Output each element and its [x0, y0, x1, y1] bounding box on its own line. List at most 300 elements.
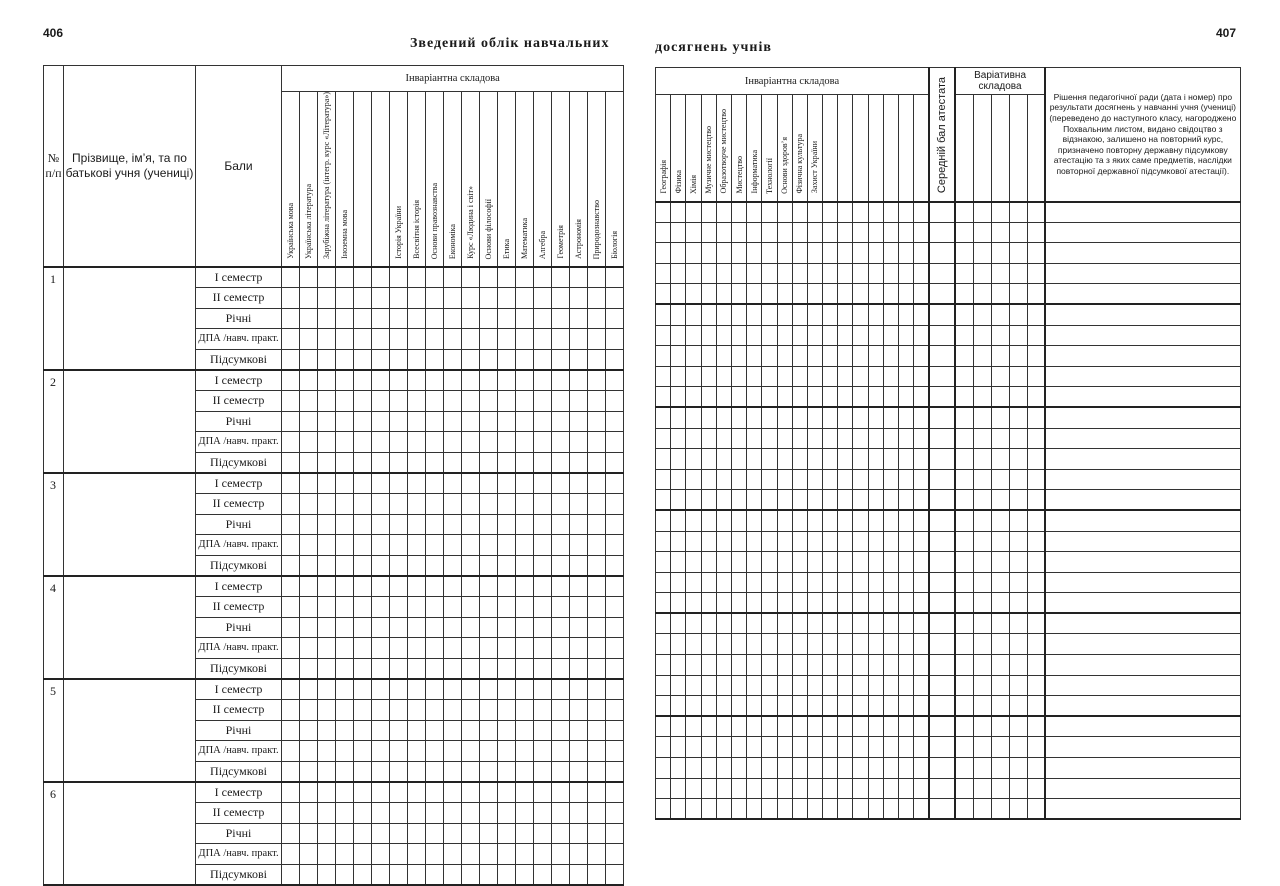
grade-cell[interactable]	[792, 593, 807, 614]
grade-cell[interactable]	[588, 844, 606, 865]
variative-grade-cell[interactable]	[973, 407, 991, 428]
grade-cell[interactable]	[792, 325, 807, 346]
grade-cell[interactable]	[588, 370, 606, 391]
grade-cell[interactable]	[853, 778, 868, 799]
grade-cell[interactable]	[408, 473, 426, 494]
grade-cell[interactable]	[282, 349, 300, 370]
grade-cell[interactable]	[807, 366, 822, 387]
grade-cell[interactable]	[762, 552, 777, 573]
grade-cell[interactable]	[838, 552, 853, 573]
decision-cell[interactable]	[1045, 304, 1240, 325]
grade-cell[interactable]	[883, 387, 898, 408]
grade-cell[interactable]	[899, 202, 914, 223]
grade-cell[interactable]	[762, 716, 777, 737]
grade-cell[interactable]	[300, 411, 318, 432]
grade-cell[interactable]	[282, 597, 300, 618]
grade-cell[interactable]	[716, 449, 731, 470]
grade-cell[interactable]	[671, 799, 686, 820]
grade-cell[interactable]	[552, 782, 570, 803]
grade-cell[interactable]	[498, 494, 516, 515]
grade-cell[interactable]	[777, 428, 792, 449]
grade-cell[interactable]	[426, 720, 444, 741]
grade-cell[interactable]	[282, 370, 300, 391]
grade-cell[interactable]	[300, 535, 318, 556]
grade-cell[interactable]	[868, 552, 883, 573]
grade-cell[interactable]	[762, 449, 777, 470]
grade-cell[interactable]	[853, 304, 868, 325]
grade-cell[interactable]	[807, 675, 822, 696]
grade-cell[interactable]	[914, 490, 929, 511]
grade-cell[interactable]	[731, 696, 746, 717]
student-name-cell[interactable]	[64, 679, 196, 782]
variative-grade-cell[interactable]	[991, 263, 1009, 284]
grade-cell[interactable]	[656, 613, 671, 634]
grade-cell[interactable]	[838, 716, 853, 737]
grade-cell[interactable]	[516, 802, 534, 823]
grade-cell[interactable]	[336, 761, 354, 782]
variative-grade-cell[interactable]	[991, 510, 1009, 531]
grade-cell[interactable]	[656, 799, 671, 820]
grade-cell[interactable]	[777, 613, 792, 634]
grade-cell[interactable]	[671, 552, 686, 573]
grade-cell[interactable]	[914, 387, 929, 408]
grade-cell[interactable]	[426, 452, 444, 473]
grade-cell[interactable]	[390, 329, 408, 350]
variative-grade-cell[interactable]	[955, 737, 973, 758]
grade-cell[interactable]	[570, 267, 588, 288]
variative-grade-cell[interactable]	[1027, 716, 1045, 737]
grade-cell[interactable]	[823, 696, 838, 717]
variative-grade-cell[interactable]	[955, 469, 973, 490]
decision-cell[interactable]	[1045, 469, 1240, 490]
grade-cell[interactable]	[823, 655, 838, 676]
variative-grade-cell[interactable]	[955, 531, 973, 552]
grade-cell[interactable]	[716, 243, 731, 264]
grade-cell[interactable]	[807, 655, 822, 676]
grade-cell[interactable]	[372, 535, 390, 556]
grade-cell[interactable]	[444, 452, 462, 473]
grade-cell[interactable]	[426, 411, 444, 432]
grade-cell[interactable]	[883, 696, 898, 717]
variative-grade-cell[interactable]	[973, 263, 991, 284]
grade-cell[interactable]	[807, 758, 822, 779]
grade-cell[interactable]	[868, 325, 883, 346]
grade-cell[interactable]	[868, 366, 883, 387]
grade-cell[interactable]	[354, 720, 372, 741]
grade-cell[interactable]	[853, 346, 868, 367]
grade-cell[interactable]	[534, 679, 552, 700]
grade-cell[interactable]	[588, 452, 606, 473]
grade-cell[interactable]	[408, 452, 426, 473]
grade-cell[interactable]	[588, 823, 606, 844]
variative-grade-cell[interactable]	[973, 490, 991, 511]
variative-grade-cell[interactable]	[973, 696, 991, 717]
variative-grade-cell[interactable]	[973, 758, 991, 779]
grade-cell[interactable]	[838, 572, 853, 593]
grade-cell[interactable]	[480, 741, 498, 762]
grade-cell[interactable]	[762, 346, 777, 367]
grade-cell[interactable]	[747, 758, 762, 779]
variative-grade-cell[interactable]	[991, 572, 1009, 593]
grade-cell[interactable]	[762, 222, 777, 243]
grade-cell[interactable]	[408, 679, 426, 700]
grade-cell[interactable]	[390, 535, 408, 556]
grade-cell[interactable]	[899, 778, 914, 799]
grade-cell[interactable]	[426, 349, 444, 370]
grade-cell[interactable]	[838, 799, 853, 820]
grade-cell[interactable]	[588, 411, 606, 432]
grade-cell[interactable]	[792, 799, 807, 820]
variative-grade-cell[interactable]	[1027, 366, 1045, 387]
grade-cell[interactable]	[570, 679, 588, 700]
grade-cell[interactable]	[426, 658, 444, 679]
grade-cell[interactable]	[686, 202, 701, 223]
grade-cell[interactable]	[390, 555, 408, 576]
grade-cell[interactable]	[762, 531, 777, 552]
grade-cell[interactable]	[516, 761, 534, 782]
grade-cell[interactable]	[426, 576, 444, 597]
variative-grade-cell[interactable]	[1009, 202, 1027, 223]
grade-cell[interactable]	[792, 263, 807, 284]
grade-cell[interactable]	[853, 675, 868, 696]
grade-cell[interactable]	[372, 494, 390, 515]
grade-cell[interactable]	[823, 222, 838, 243]
grade-cell[interactable]	[588, 864, 606, 885]
grade-cell[interactable]	[282, 864, 300, 885]
grade-cell[interactable]	[914, 469, 929, 490]
grade-cell[interactable]	[914, 407, 929, 428]
grade-cell[interactable]	[716, 469, 731, 490]
decision-cell[interactable]	[1045, 263, 1240, 284]
variative-grade-cell[interactable]	[1009, 428, 1027, 449]
variative-grade-cell[interactable]	[991, 531, 1009, 552]
grade-cell[interactable]	[716, 531, 731, 552]
grade-cell[interactable]	[792, 758, 807, 779]
grade-cell[interactable]	[534, 391, 552, 412]
grade-cell[interactable]	[838, 284, 853, 305]
grade-cell[interactable]	[606, 576, 624, 597]
grade-cell[interactable]	[899, 510, 914, 531]
grade-cell[interactable]	[282, 535, 300, 556]
grade-cell[interactable]	[336, 658, 354, 679]
grade-cell[interactable]	[823, 346, 838, 367]
decision-cell[interactable]	[1045, 243, 1240, 264]
grade-cell[interactable]	[444, 535, 462, 556]
grade-cell[interactable]	[552, 267, 570, 288]
grade-cell[interactable]	[354, 617, 372, 638]
grade-cell[interactable]	[552, 473, 570, 494]
grade-cell[interactable]	[914, 346, 929, 367]
grade-cell[interactable]	[534, 576, 552, 597]
variative-grade-cell[interactable]	[1027, 634, 1045, 655]
grade-cell[interactable]	[516, 679, 534, 700]
grade-cell[interactable]	[731, 366, 746, 387]
variative-grade-cell[interactable]	[973, 552, 991, 573]
average-score-cell[interactable]	[929, 490, 955, 511]
grade-cell[interactable]	[777, 675, 792, 696]
grade-cell[interactable]	[408, 617, 426, 638]
grade-cell[interactable]	[516, 473, 534, 494]
grade-cell[interactable]	[716, 304, 731, 325]
student-name-cell[interactable]	[64, 473, 196, 576]
variative-grade-cell[interactable]	[991, 799, 1009, 820]
grade-cell[interactable]	[671, 469, 686, 490]
grade-cell[interactable]	[480, 597, 498, 618]
grade-cell[interactable]	[372, 576, 390, 597]
grade-cell[interactable]	[883, 593, 898, 614]
grade-cell[interactable]	[899, 263, 914, 284]
grade-cell[interactable]	[868, 716, 883, 737]
grade-cell[interactable]	[480, 576, 498, 597]
grade-cell[interactable]	[462, 370, 480, 391]
grade-cell[interactable]	[588, 288, 606, 309]
grade-cell[interactable]	[300, 329, 318, 350]
variative-grade-cell[interactable]	[955, 593, 973, 614]
grade-cell[interactable]	[282, 329, 300, 350]
grade-cell[interactable]	[671, 634, 686, 655]
grade-cell[interactable]	[656, 325, 671, 346]
grade-cell[interactable]	[588, 576, 606, 597]
grade-cell[interactable]	[498, 617, 516, 638]
grade-cell[interactable]	[408, 391, 426, 412]
variative-grade-cell[interactable]	[1009, 366, 1027, 387]
grade-cell[interactable]	[762, 593, 777, 614]
variative-grade-cell[interactable]	[991, 449, 1009, 470]
grade-cell[interactable]	[426, 391, 444, 412]
variative-grade-cell[interactable]	[955, 304, 973, 325]
grade-cell[interactable]	[606, 349, 624, 370]
grade-cell[interactable]	[838, 304, 853, 325]
decision-cell[interactable]	[1045, 593, 1240, 614]
variative-grade-cell[interactable]	[973, 737, 991, 758]
grade-cell[interactable]	[534, 535, 552, 556]
grade-cell[interactable]	[807, 510, 822, 531]
grade-cell[interactable]	[462, 308, 480, 329]
grade-cell[interactable]	[807, 552, 822, 573]
grade-cell[interactable]	[534, 597, 552, 618]
grade-cell[interactable]	[823, 510, 838, 531]
average-score-cell[interactable]	[929, 613, 955, 634]
grade-cell[interactable]	[868, 490, 883, 511]
grade-cell[interactable]	[716, 407, 731, 428]
average-score-cell[interactable]	[929, 304, 955, 325]
grade-cell[interactable]	[300, 576, 318, 597]
grade-cell[interactable]	[480, 720, 498, 741]
grade-cell[interactable]	[390, 349, 408, 370]
grade-cell[interactable]	[701, 449, 716, 470]
grade-cell[interactable]	[747, 449, 762, 470]
average-score-cell[interactable]	[929, 716, 955, 737]
grade-cell[interactable]	[408, 802, 426, 823]
grade-cell[interactable]	[747, 778, 762, 799]
variative-grade-cell[interactable]	[991, 593, 1009, 614]
grade-cell[interactable]	[408, 535, 426, 556]
grade-cell[interactable]	[701, 263, 716, 284]
grade-cell[interactable]	[883, 263, 898, 284]
grade-cell[interactable]	[354, 411, 372, 432]
grade-cell[interactable]	[762, 366, 777, 387]
average-score-cell[interactable]	[929, 758, 955, 779]
grade-cell[interactable]	[606, 535, 624, 556]
grade-cell[interactable]	[838, 325, 853, 346]
grade-cell[interactable]	[282, 658, 300, 679]
grade-cell[interactable]	[372, 432, 390, 453]
grade-cell[interactable]	[336, 473, 354, 494]
grade-cell[interactable]	[300, 844, 318, 865]
grade-cell[interactable]	[300, 370, 318, 391]
grade-cell[interactable]	[408, 864, 426, 885]
grade-cell[interactable]	[552, 452, 570, 473]
grade-cell[interactable]	[656, 304, 671, 325]
grade-cell[interactable]	[883, 243, 898, 264]
decision-cell[interactable]	[1045, 366, 1240, 387]
variative-grade-cell[interactable]	[1027, 449, 1045, 470]
grade-cell[interactable]	[534, 699, 552, 720]
grade-cell[interactable]	[390, 802, 408, 823]
grade-cell[interactable]	[408, 823, 426, 844]
grade-cell[interactable]	[747, 243, 762, 264]
grade-cell[interactable]	[480, 411, 498, 432]
decision-cell[interactable]	[1045, 675, 1240, 696]
grade-cell[interactable]	[686, 243, 701, 264]
average-score-cell[interactable]	[929, 428, 955, 449]
grade-cell[interactable]	[606, 699, 624, 720]
grade-cell[interactable]	[792, 716, 807, 737]
grade-cell[interactable]	[762, 304, 777, 325]
grade-cell[interactable]	[914, 572, 929, 593]
average-score-cell[interactable]	[929, 202, 955, 223]
grade-cell[interactable]	[570, 617, 588, 638]
grade-cell[interactable]	[762, 634, 777, 655]
grade-cell[interactable]	[899, 531, 914, 552]
grade-cell[interactable]	[701, 778, 716, 799]
grade-cell[interactable]	[899, 613, 914, 634]
grade-cell[interactable]	[282, 638, 300, 659]
grade-cell[interactable]	[747, 407, 762, 428]
grade-cell[interactable]	[853, 263, 868, 284]
grade-cell[interactable]	[390, 267, 408, 288]
grade-cell[interactable]	[899, 449, 914, 470]
grade-cell[interactable]	[853, 284, 868, 305]
grade-cell[interactable]	[883, 613, 898, 634]
variative-grade-cell[interactable]	[1009, 346, 1027, 367]
variative-grade-cell[interactable]	[991, 758, 1009, 779]
student-name-cell[interactable]	[64, 576, 196, 679]
grade-cell[interactable]	[656, 490, 671, 511]
grade-cell[interactable]	[480, 658, 498, 679]
grade-cell[interactable]	[777, 202, 792, 223]
variative-grade-cell[interactable]	[1009, 613, 1027, 634]
grade-cell[interactable]	[671, 243, 686, 264]
grade-cell[interactable]	[762, 778, 777, 799]
grade-cell[interactable]	[426, 741, 444, 762]
decision-cell[interactable]	[1045, 222, 1240, 243]
grade-cell[interactable]	[838, 449, 853, 470]
grade-cell[interactable]	[747, 510, 762, 531]
grade-cell[interactable]	[480, 432, 498, 453]
grade-cell[interactable]	[853, 737, 868, 758]
variative-grade-cell[interactable]	[1009, 531, 1027, 552]
grade-cell[interactable]	[914, 737, 929, 758]
grade-cell[interactable]	[534, 267, 552, 288]
average-score-cell[interactable]	[929, 469, 955, 490]
grade-cell[interactable]	[671, 428, 686, 449]
grade-cell[interactable]	[480, 391, 498, 412]
grade-cell[interactable]	[372, 452, 390, 473]
grade-cell[interactable]	[671, 449, 686, 470]
decision-cell[interactable]	[1045, 552, 1240, 573]
grade-cell[interactable]	[606, 432, 624, 453]
grade-cell[interactable]	[426, 617, 444, 638]
variative-grade-cell[interactable]	[1009, 675, 1027, 696]
grade-cell[interactable]	[570, 802, 588, 823]
variative-grade-cell[interactable]	[955, 613, 973, 634]
grade-cell[interactable]	[480, 370, 498, 391]
grade-cell[interactable]	[868, 737, 883, 758]
grade-cell[interactable]	[372, 699, 390, 720]
grade-cell[interactable]	[336, 411, 354, 432]
grade-cell[interactable]	[534, 308, 552, 329]
grade-cell[interactable]	[354, 555, 372, 576]
grade-cell[interactable]	[336, 555, 354, 576]
grade-cell[interactable]	[408, 308, 426, 329]
grade-cell[interactable]	[656, 716, 671, 737]
grade-cell[interactable]	[372, 802, 390, 823]
grade-cell[interactable]	[853, 655, 868, 676]
grade-cell[interactable]	[444, 864, 462, 885]
variative-grade-cell[interactable]	[973, 531, 991, 552]
grade-cell[interactable]	[552, 638, 570, 659]
variative-grade-cell[interactable]	[1027, 778, 1045, 799]
grade-cell[interactable]	[656, 675, 671, 696]
grade-cell[interactable]	[883, 510, 898, 531]
grade-cell[interactable]	[686, 696, 701, 717]
grade-cell[interactable]	[777, 552, 792, 573]
grade-cell[interactable]	[408, 576, 426, 597]
grade-cell[interactable]	[716, 428, 731, 449]
grade-cell[interactable]	[390, 741, 408, 762]
grade-cell[interactable]	[656, 387, 671, 408]
variative-grade-cell[interactable]	[991, 387, 1009, 408]
grade-cell[interactable]	[914, 263, 929, 284]
grade-cell[interactable]	[868, 284, 883, 305]
grade-cell[interactable]	[762, 407, 777, 428]
grade-cell[interactable]	[807, 799, 822, 820]
grade-cell[interactable]	[731, 634, 746, 655]
grade-cell[interactable]	[914, 243, 929, 264]
grade-cell[interactable]	[716, 510, 731, 531]
grade-cell[interactable]	[656, 531, 671, 552]
variative-grade-cell[interactable]	[1009, 737, 1027, 758]
grade-cell[interactable]	[588, 391, 606, 412]
variative-grade-cell[interactable]	[991, 737, 1009, 758]
grade-cell[interactable]	[372, 658, 390, 679]
average-score-cell[interactable]	[929, 284, 955, 305]
grade-cell[interactable]	[552, 349, 570, 370]
grade-cell[interactable]	[480, 267, 498, 288]
grade-cell[interactable]	[462, 617, 480, 638]
grade-cell[interactable]	[372, 514, 390, 535]
grade-cell[interactable]	[480, 638, 498, 659]
grade-cell[interactable]	[588, 308, 606, 329]
grade-cell[interactable]	[408, 844, 426, 865]
grade-cell[interactable]	[552, 597, 570, 618]
grade-cell[interactable]	[498, 329, 516, 350]
grade-cell[interactable]	[777, 304, 792, 325]
grade-cell[interactable]	[534, 782, 552, 803]
grade-cell[interactable]	[747, 572, 762, 593]
variative-grade-cell[interactable]	[991, 222, 1009, 243]
